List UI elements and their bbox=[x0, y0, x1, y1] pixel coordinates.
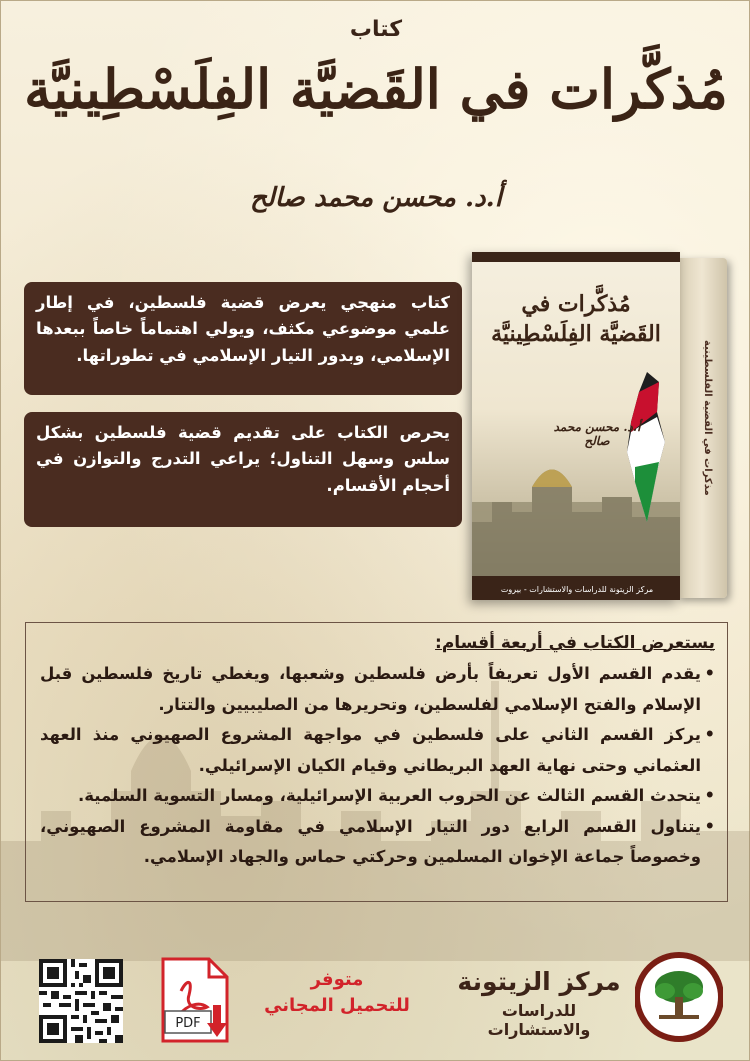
cover-title-line-2: القَضيَّة الفِلَسْطِينيَّة bbox=[491, 320, 661, 347]
cover-bottom-band bbox=[472, 576, 680, 600]
section-item-3: • يتحدث القسم الثالث عن الحروب العربية الإسرائيلية، ومسار التسوية السلمية. bbox=[40, 781, 715, 812]
pdf-label: PDF bbox=[175, 1016, 201, 1031]
zaytouna-logo-icon bbox=[635, 951, 723, 1043]
brand-name: مركز الزيتونة bbox=[457, 967, 621, 996]
book-front-cover bbox=[472, 252, 680, 600]
pdf-download-icon[interactable] bbox=[159, 957, 231, 1043]
cover-top-band bbox=[472, 252, 680, 262]
description-box-2: يحرص الكتاب على تقديم قضية فلسطين بشكل سلس وسهل التناول؛ يراعي التدرج والتوازن في أحجام الأقسام. bbox=[24, 412, 462, 527]
free-download-line-2: للتحميل المجاني bbox=[264, 995, 410, 1017]
description-box-1: كتاب منهجي يعرض قضية فلسطين، في إطار علمي موضوعي مكثف، ويولي اهتماماً خاصاً ببعدها الإسلامي، وبدور التيار الإسلامي في تطوراتها. bbox=[24, 282, 462, 395]
cover-author: أ.د. محسن محمد صالح bbox=[553, 420, 641, 448]
cover-title-line-1: مُذكَّرات في bbox=[521, 291, 631, 317]
book-kicker: كتاب bbox=[349, 17, 403, 42]
free-download-line-1: متوفر bbox=[310, 969, 364, 990]
cover-title bbox=[472, 290, 680, 349]
book-author: أ.د. محسن محمد صالح bbox=[250, 183, 502, 213]
sections-heading: يستعرض الكتاب في أربعة أقسام: bbox=[435, 633, 715, 653]
brand-subtitle: للدراسات والاستشارات bbox=[487, 1001, 591, 1039]
sections-box bbox=[25, 622, 728, 902]
book-cover-image bbox=[472, 252, 727, 602]
qr-code-icon[interactable] bbox=[39, 959, 123, 1043]
book-title: مُذكَّرات في القَضيَّة الفِلَسْطِينيَّة bbox=[24, 57, 728, 121]
free-download-text[interactable] bbox=[247, 967, 427, 1019]
book-spine-title: مذكرات في القضية الفلسطينية bbox=[702, 340, 713, 496]
cover-publisher: مركز الزيتونة للدراسات والاستشارات - بيروت bbox=[500, 585, 654, 594]
section-item-4: • يتناول القسم الرابع دور التيار الإسلامي في مقاومة المشروع الصهيوني، وخصوصاً جماعة الإخوان المسلمين وحركتي حماس والجهاد الإسلامي. bbox=[40, 812, 715, 873]
sections-list bbox=[40, 659, 715, 873]
book-spine bbox=[677, 258, 727, 598]
section-item-2: • يركز القسم الثاني على فلسطين في مواجهة المشروع الصهيوني منذ العهد العثماني وحتى نهاية العهد البريطاني وقيام الكيان الإسرائيلي. bbox=[40, 720, 715, 781]
section-item-1: • يقدم القسم الأول تعريفاً بأرض فلسطين وشعبها، ويغطي تاريخ فلسطين قبل الإسلام والفتح الإسلامي لفلسطين، وتحريرها من الصليبيين والتتار. bbox=[40, 659, 715, 720]
